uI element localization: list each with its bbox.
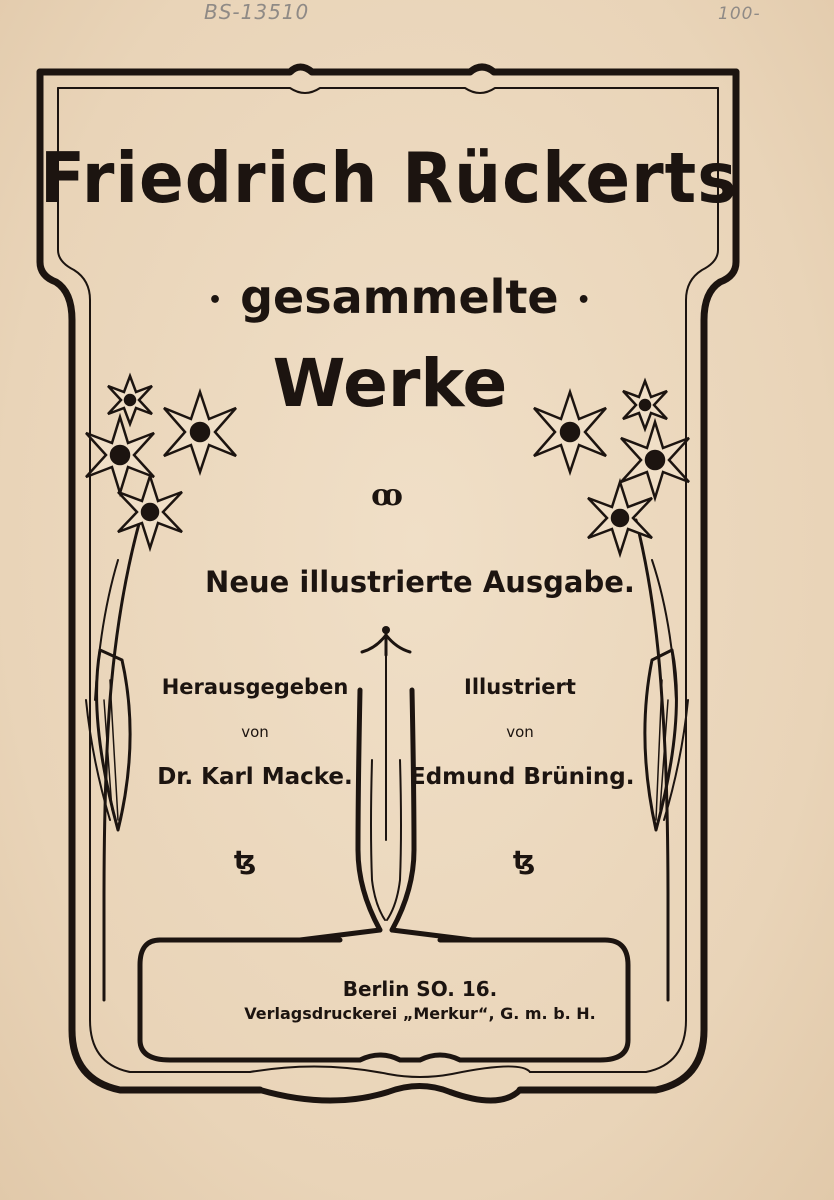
ornament-dot-right: •	[576, 288, 591, 313]
illustrator-name: Edmund Brüning.	[410, 764, 635, 790]
editor-von: von	[241, 723, 269, 741]
publisher-printer: Verlagsdruckerei „Merkur“, G. m. b. H.	[244, 1004, 596, 1023]
ornament-dot-left: •	[208, 288, 223, 313]
subtitle-word: gesammelte	[240, 270, 559, 324]
pencil-signature: BS-13510	[204, 0, 310, 24]
editor-name: Dr. Karl Macke.	[157, 764, 353, 790]
subtitle-werke: Werke	[272, 345, 508, 422]
editor-heading: Herausgegeben	[161, 675, 349, 699]
section-mark-right: ꜩ	[512, 846, 536, 876]
edition-line: Neue illustrierte Ausgabe.	[205, 565, 635, 599]
book-title: Friedrich Rückerts	[40, 138, 738, 219]
subtitle-gesammelte	[190, 270, 590, 324]
publisher-place: Berlin SO. 16.	[342, 977, 498, 1001]
separator-ornament: ꝏ	[371, 478, 403, 513]
pencil-price: 100-	[718, 4, 761, 24]
illustrator-von: von	[506, 723, 534, 741]
illustrator-heading: Illustriert	[464, 675, 576, 699]
section-mark-left: ꜩ	[233, 846, 257, 876]
